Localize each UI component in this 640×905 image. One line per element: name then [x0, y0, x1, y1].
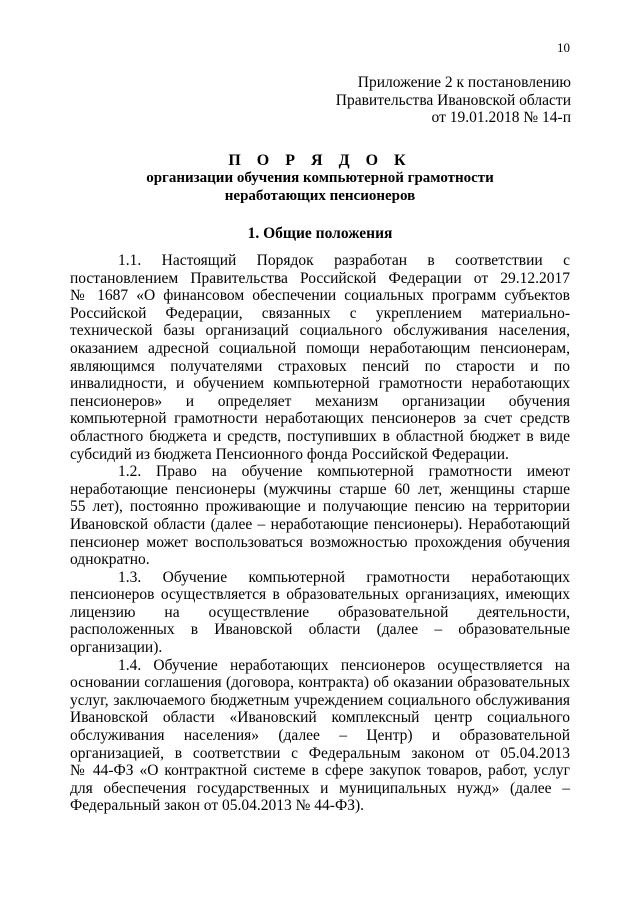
annex-line: Приложение 2 к постановлению	[357, 74, 571, 91]
text-line: оказанием адресной социальной помощи неработающим пенсионерам,	[70, 339, 570, 357]
text-line: расположенных в Ивановской области (далее – образовательные	[70, 621, 570, 639]
paragraph-1-4	[70, 657, 570, 815]
text-line: Ивановской области «Ивановский комплексный центр социального	[70, 709, 570, 727]
paragraph-1-2	[70, 463, 570, 569]
text-line: Российской Федерации, связанных с укреплением материально-	[70, 304, 570, 322]
annex-line: Правительства Ивановской области	[335, 91, 571, 109]
text-line: неработающие пенсионеры (мужчины старше 60 лет, женщины старше	[70, 480, 570, 498]
document-title-block	[70, 151, 570, 205]
section-body	[70, 252, 570, 815]
text-line: № 44-ФЗ «О контрактной системе в сфере закупок товаров, работ, услуг	[70, 762, 570, 780]
text-line: 55 лет), постоянно проживающие и получающие пенсию на территории	[70, 498, 570, 516]
text-line: Федеральный закон от 05.04.2013 № 44-ФЗ).	[70, 797, 364, 815]
text-line: субсидий из бюджета Пенсионного фонда Российской Федерации.	[70, 445, 509, 463]
text-line: лицензию на осуществление образовательной деятельности,	[70, 603, 570, 621]
paragraph-1-3	[70, 569, 570, 657]
text-line: компьютерной грамотности неработающих пенсионеров за счет средств	[70, 410, 570, 428]
text-line: областного бюджета и средств, поступивших в областной бюджет в виде	[70, 427, 570, 445]
text-line: организацией, в соответствии с Федеральным законом от 05.04.2013	[70, 744, 570, 762]
section-heading: 1. Общие положения	[247, 225, 393, 242]
text-line: обслуживания населения» (далее – Центр) и образовательной	[70, 727, 570, 745]
text-line: пенсионер может воспользоваться возможностью прохождения обучения	[70, 533, 570, 551]
document-subtitle-line: организации обучения компьютерной грамотности	[146, 170, 494, 186]
text-line: пенсионеров» и определяет механизм организации обучения	[70, 392, 570, 410]
annex-line: от 19.01.2018 № 14-п	[431, 109, 571, 126]
document-title: П О Р Я Д О К	[228, 152, 412, 169]
text-line: 1.1. Настоящий Порядок разработан в соответствии с	[118, 252, 570, 269]
text-line: для обеспечения государственных и муниципальных нужд» (далее –	[70, 779, 570, 797]
text-line: Ивановской области (далее – неработающие пенсионеры). Неработающий	[70, 515, 570, 533]
paragraph-1-1	[70, 252, 570, 463]
annex-header	[336, 74, 571, 127]
text-line: основании соглашения (договора, контракта) об оказании образовательных	[70, 674, 570, 692]
text-line: пенсионеров осуществляется в образовательных организациях, имеющих	[70, 586, 570, 604]
text-line: № 1687 «О финансовом обеспечении социальных программ субъектов	[70, 287, 570, 305]
text-line: 1.4. Обучение неработающих пенсионеров осуществляется на	[118, 656, 570, 674]
text-line: организации).	[70, 639, 163, 657]
text-line: услуг, заключаемого бюджетным учреждением социального обслуживания	[70, 691, 570, 709]
text-line: однократно.	[70, 551, 150, 569]
text-line: постановлением Правительства Российской Федерации от 29.12.2017	[70, 269, 570, 287]
text-line: являющимся получателями страховых пенсий по старости и по	[70, 357, 570, 375]
text-line: 1.3. Обучение компьютерной грамотности неработающих	[118, 568, 570, 586]
text-line: инвалидности, и обучением компьютерной грамотности неработающих	[70, 375, 570, 393]
page-number: 10	[557, 40, 570, 55]
text-line: 1.2. Право на обучение компьютерной грамотности имеют	[118, 463, 570, 481]
text-line: технической базы организаций социального обслуживания населения,	[70, 322, 570, 340]
document-subtitle-line: неработающих пенсионеров	[224, 187, 416, 204]
